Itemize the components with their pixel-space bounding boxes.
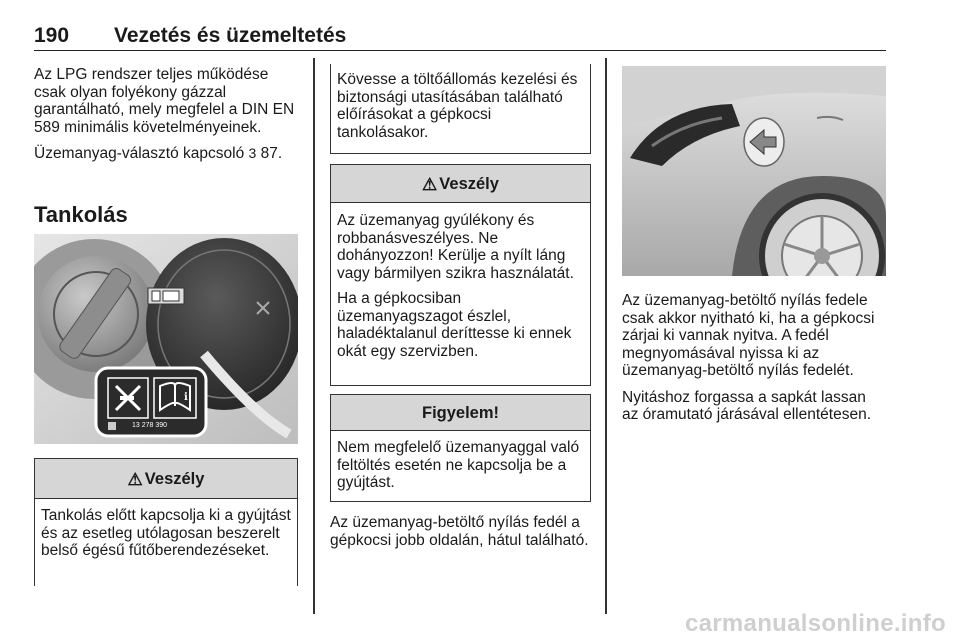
section-heading: Tankolás	[34, 202, 128, 227]
xref-arrow-icon: 3	[248, 145, 257, 161]
fuel-cap-illustration	[34, 234, 298, 444]
warning-triangle-icon: ⚠	[127, 470, 143, 489]
right-paragraph-2: Nyitáshoz forgassa a sapkát lassan az óramutató járásával ellentétesen.	[622, 388, 872, 423]
manual-book-icon	[154, 378, 196, 418]
danger-box-left	[34, 458, 298, 586]
continued-box	[330, 64, 591, 154]
image-reference-number: 13 278 390	[132, 422, 168, 429]
cross-reference[interactable]	[34, 145, 304, 163]
caution-header	[331, 395, 590, 431]
danger-paragraph-2: Ha a gépkocsiban üzemanyagszagot észlel, haladéktalanul deríttesse ki ennek okát egy szervizben.	[337, 290, 572, 360]
section-title: Vezetés és üzemeltetés	[114, 24, 347, 47]
danger-body	[35, 499, 297, 560]
danger-body	[331, 203, 590, 360]
watermark: carmanualsonline.info	[684, 610, 946, 637]
left-column	[34, 66, 304, 172]
danger-title: Veszély	[439, 175, 499, 193]
no-smoking-sticker-icon	[108, 378, 148, 418]
caution-body	[331, 431, 590, 492]
column-divider-1	[313, 58, 315, 614]
danger-title: Veszély	[144, 470, 205, 488]
xref-page: 87.	[260, 145, 283, 162]
right-paragraph-1: Az üzemanyag-betöltő nyílás fedele csak akkor nyitható ki, ha a gépkocsi zárjai ki vannak nyitva. A fedél megnyomásával nyissa ki az üzemanyag-betöltő nyílás fedelét.	[622, 292, 875, 379]
danger-header	[35, 459, 297, 499]
intro-paragraph: Az LPG rendszer teljes működése csak olyan folyékony gázzal garantálható, mely megfelel a DIN EN 589 minimális követelményeinek.	[34, 66, 295, 136]
middle-after-text	[330, 514, 598, 558]
danger-box-middle	[330, 164, 591, 386]
car-rear-illustration	[622, 66, 886, 276]
warning-triangle-icon: ⚠	[422, 175, 438, 194]
caution-text: Nem megfelelő üzemanyaggal való feltöltés esetén ne kapcsolja be a gyújtást.	[337, 439, 580, 491]
xref-label: Üzemanyag-választó kapcsoló	[34, 145, 245, 162]
danger-paragraph-1: Az üzemanyag gyúlékony és robbanásveszélyes. Ne dohányozzon! Kerülje a nyílt láng vagy bármilyen szikra használatát.	[337, 212, 574, 282]
page-header	[34, 22, 886, 51]
continued-text: Kövesse a töltőállomás kezelési és biztonsági utasításában található előírásokat a gépkocsi tankolásakor.	[337, 71, 578, 141]
column-divider-2	[605, 58, 607, 614]
danger-header	[331, 165, 590, 203]
fuel-door-location-text: Az üzemanyag-betöltő nyílás fedél a gépkocsi jobb oldalán, hátul található.	[330, 514, 589, 549]
right-column	[622, 292, 886, 433]
caution-box	[330, 394, 591, 502]
svg-text:i: i	[184, 392, 188, 403]
caution-title: Figyelem!	[421, 404, 500, 422]
page-number: 190	[34, 24, 70, 47]
danger-text: Tankolás előtt kapcsolja ki a gyújtást és az esetleg utólagosan beszerelt belső égésű fűtőberendezéseket.	[41, 507, 291, 559]
